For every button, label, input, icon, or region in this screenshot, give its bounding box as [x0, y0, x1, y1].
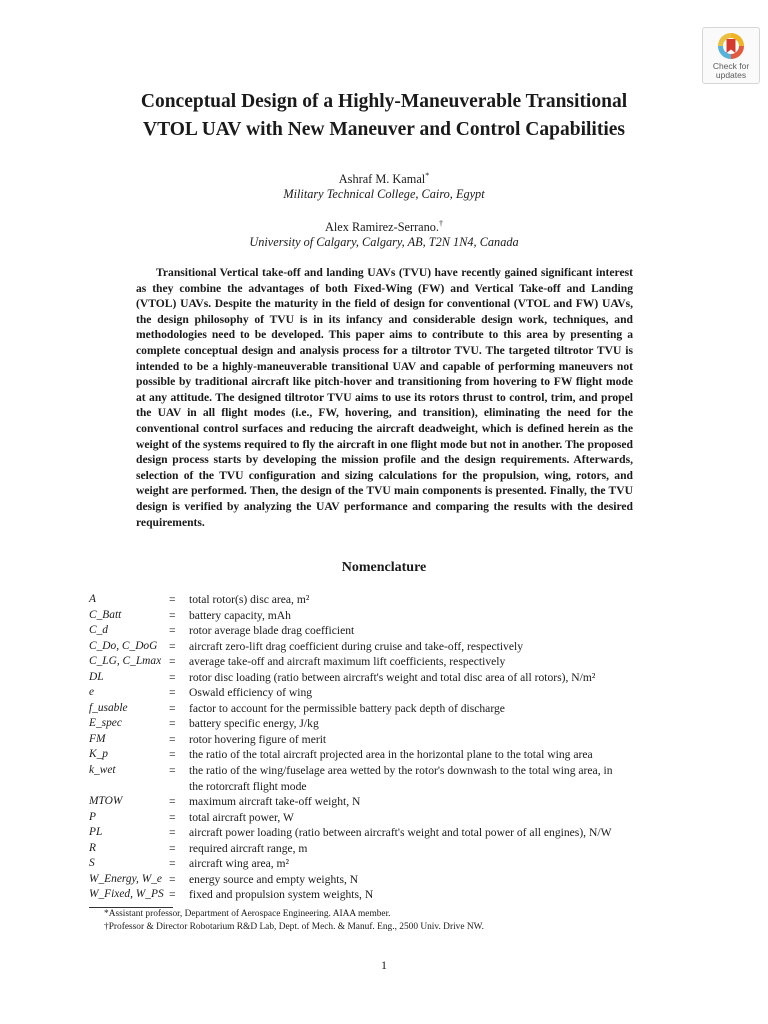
nomenclature-definition: fixed and propulsion system weights, N	[189, 888, 374, 902]
nomenclature-definition: battery capacity, mAh	[189, 608, 291, 622]
nomenclature-definition: aircraft wing area, m²	[189, 857, 290, 871]
nomenclature-definition: average take-off and aircraft maximum lift coefficients, respectively	[189, 655, 506, 669]
paper-title	[0, 88, 768, 144]
nomenclature-definition: required aircraft range, m	[189, 841, 308, 855]
title-line-1: Conceptual Design of a Highly-Maneuverable Transitional	[140, 91, 628, 112]
nomenclature-definition: total aircraft power, W	[189, 810, 294, 824]
equals-sign: =	[169, 686, 176, 700]
nomenclature-symbol: DL	[89, 670, 104, 683]
nomenclature-symbol: C_d	[89, 624, 108, 637]
equals-sign: =	[169, 841, 176, 855]
footnote-1: *Assistant professor, Department of Aerospace Engineering. AIAA member.	[104, 909, 391, 919]
nomenclature-symbol: PL	[89, 826, 103, 839]
author-1-mark: *	[425, 170, 430, 180]
badge-line-1: Check for	[712, 61, 750, 71]
nomenclature-symbol: W_Fixed, W_PS	[89, 888, 164, 901]
equals-sign: =	[169, 670, 176, 684]
footnotes	[104, 908, 484, 933]
equals-sign: =	[169, 888, 176, 902]
author-2-mark: †	[439, 218, 444, 228]
equals-sign: =	[169, 639, 176, 653]
nomenclature-definition: aircraft power loading (ratio between aircraft's weight and total power of all engines), N/W	[189, 826, 612, 840]
author-1-affiliation: Military Technical College, Cairo, Egypt	[283, 187, 485, 201]
nomenclature-symbol: A	[89, 593, 96, 605]
nomenclature-definition: the ratio of the wing/fuselage area wetted by the rotor's downwash to the total wing area, in	[189, 764, 613, 778]
equals-sign: =	[169, 872, 176, 886]
equals-sign: =	[169, 764, 176, 778]
nomenclature-symbol: f_usable	[89, 701, 128, 714]
equals-sign: =	[169, 655, 176, 669]
equals-sign: =	[169, 717, 176, 731]
nomenclature-definition: rotor average blade drag coefficient	[189, 624, 355, 638]
nomenclature-definition: Oswald efficiency of wing	[189, 686, 313, 700]
nomenclature-symbol: k_wet	[89, 764, 116, 777]
nomenclature-symbol: C_LG, C_Lmax	[89, 655, 162, 668]
nomenclature-symbol: MTOW	[89, 795, 123, 808]
nomenclature-symbol: C_Do, C_DoG	[89, 639, 158, 652]
nomenclature-symbol: E_spec	[89, 717, 122, 730]
nomenclature-definition: maximum aircraft take-off weight, N	[189, 795, 361, 809]
equals-sign: =	[169, 624, 176, 638]
check-for-updates-badge[interactable]	[702, 27, 760, 84]
author-2-text: Alex Ramirez-Serrano.	[324, 220, 440, 234]
nomenclature-symbol: C_Batt	[89, 608, 122, 621]
nomenclature-definition: total rotor(s) disc area, m²	[189, 593, 310, 606]
nomenclature-symbol: K_p	[89, 748, 108, 761]
footnote-2: †Professor & Director Robotarium R&D Lab, Dept. of Mech. & Manuf. Eng., 2500 Univ. Drive NW.	[104, 921, 484, 932]
badge-line-2: updates	[715, 70, 747, 80]
nomenclature-symbol: S	[89, 857, 95, 870]
author-1-name	[0, 171, 768, 187]
nomenclature-symbol: W_Energy, W_e	[89, 872, 162, 885]
nomenclature-symbol: FM	[89, 732, 106, 745]
nomenclature-definition: factor to account for the permissible battery pack depth of discharge	[189, 701, 505, 715]
nomenclature-definition: rotor hovering figure of merit	[189, 732, 327, 746]
nomenclature-definition: the rotorcraft flight mode	[189, 779, 307, 793]
bookmark-icon	[716, 31, 746, 61]
nomenclature-definition: rotor disc loading (ratio between aircraft's weight and total disc area of all rotors), N/m²	[189, 670, 596, 684]
equals-sign: =	[169, 732, 176, 746]
nomenclature-definition: battery specific energy, J/kg	[189, 717, 319, 731]
abstract: Transitional Vertical take-off and landing UAVs (TVU) have recently gained significant interest as they combine the advantages of both Fixed-Wing (FW) and Vertical Take-off and Landing (VTOL) UAVs. Despite the maturity in the field of design for conventional (VTOL and FW) UAVs, the design philosophy of TVU is in its infancy and considerable design work, techniques, and methodologies need to be developed. This paper aims to contribute to this area by presenting a complete conceptual design and analysis process for a tiltrotor TVU. The targeted tiltrotor TVU is intended to be a highly-maneuverable transitional UAV and capable of performing maneuvers not possible by traditional aircraft like pitch-hover and transitioning from hovering to FW flight mode at any attitude. The designed tiltrotor TVU aims to use its rotors thrust to control, trim, and propel the UAV in all flight modes (i.e., FW, hovering, and transition), eliminating the need for the conventional control surfaces and reducing the aircraft deadweight, which is defined herein as the weight of the systems required to fly the aircraft in one flight mode but not in another. The proposed design process starts by developing the mission profile and the design requirements. Afterwards, selection of the TVU configuration and sizing calculations for the propulsion, wing, rotors, and weight are performed. Then, the design of the TVU main components is presented. Finally, the TVU design is verified by analyzing the UAV performance and comparing the results with the desired requirements.	[136, 266, 633, 529]
nomenclature-definition: the ratio of the total aircraft projected area in the horizontal plane to the total wing area	[189, 748, 593, 762]
badge-label	[703, 62, 759, 80]
equals-sign: =	[169, 795, 176, 809]
equals-sign: =	[169, 826, 176, 840]
author-2-affiliation: University of Calgary, Calgary, AB, T2N 1N4, Canada	[249, 235, 519, 249]
author-2-name	[0, 219, 768, 235]
nomenclature-definition: energy source and empty weights, N	[189, 872, 359, 886]
nomenclature-heading: Nomenclature	[341, 560, 427, 575]
equals-sign: =	[169, 593, 176, 606]
equals-sign: =	[169, 608, 176, 622]
page-number: 1	[381, 958, 387, 972]
nomenclature-symbol: e	[89, 686, 95, 699]
title-line-2: VTOL UAV with New Maneuver and Control Capabilities	[143, 119, 625, 140]
equals-sign: =	[169, 748, 176, 762]
equals-sign: =	[169, 857, 176, 871]
nomenclature-definition: aircraft zero-lift drag coefficient during cruise and take-off, respectively	[189, 639, 524, 653]
nomenclature-symbol: R	[89, 841, 96, 854]
nomenclature-symbol: P	[89, 810, 96, 823]
equals-sign: =	[169, 701, 176, 715]
author-1-text: Ashraf M. Kamal	[338, 172, 426, 186]
equals-sign: =	[169, 810, 176, 824]
